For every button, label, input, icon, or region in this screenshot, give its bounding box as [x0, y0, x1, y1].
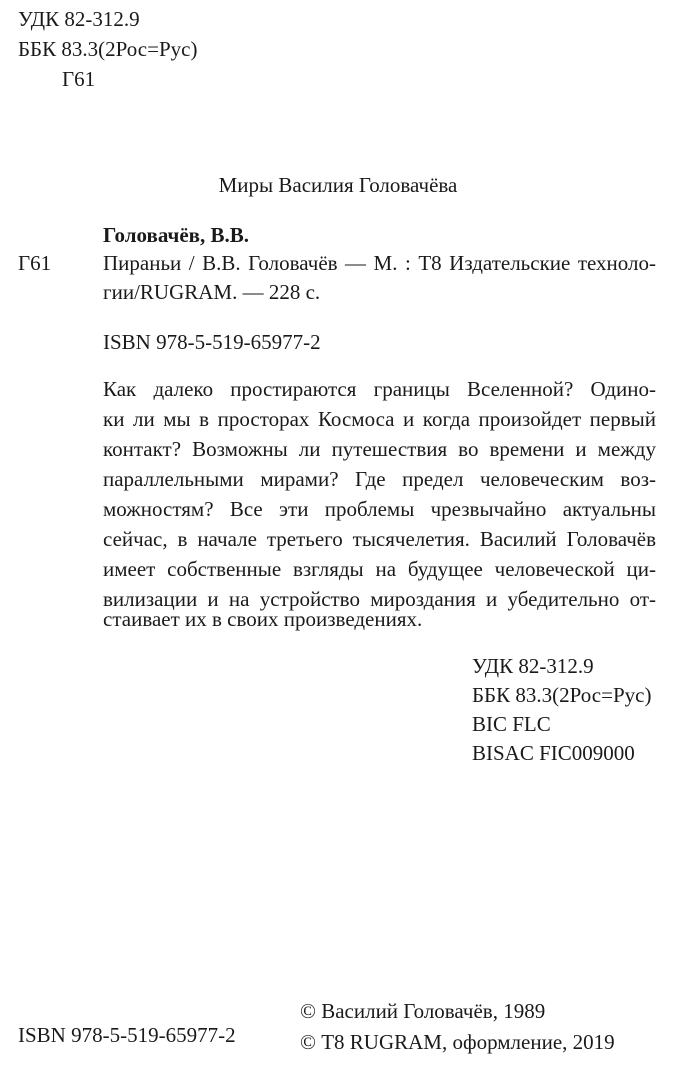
classification-block-right	[472, 652, 651, 768]
annotation-line: имеет собственные взгляды на будущее человеческой ци-	[103, 557, 656, 581]
classification-block-top	[18, 4, 197, 94]
cutter-code: Г61	[62, 67, 96, 91]
bbk-code: ББК 83.3(2Рос=Рус)	[472, 683, 652, 707]
udk-code: УДК 82-312.9	[18, 7, 140, 31]
bic-code: BIC FLC	[472, 712, 551, 736]
annotation-line: контакт? Возможны ли путешествия во времени и между	[103, 437, 656, 461]
bisac-code: BISAC FIC009000	[472, 741, 635, 765]
annotation-line: сейчас, в начале третьего тысячелетия. Василий Головачёв	[103, 527, 656, 551]
copyright-block	[300, 996, 615, 1058]
annotation-line: параллельными мирами? Где предел человеческим воз-	[103, 467, 656, 491]
bbk-code: ББК 83.3(2Рос=Рус)	[18, 37, 198, 61]
annotation-line: ки ли мы в просторах Космоса и когда произойдет первый	[103, 407, 656, 431]
annotation-line: Как далеко простираются границы Вселенной? Одино-	[103, 377, 656, 401]
annotation-line: стаивает их в своих произведениях.	[103, 607, 423, 631]
annotation-line: вилизации и на устройство мироздания и убедительно от-	[103, 587, 656, 611]
copyright-author: © Василий Головачёв, 1989	[300, 999, 546, 1023]
description-line: Пираньи / В.В. Головачёв — М. : Т8 Издательские техноло-	[103, 251, 656, 275]
cutter-mark: Г61	[18, 251, 52, 275]
author-heading: Головачёв, В.В.	[103, 223, 250, 247]
series-title: Миры Василия Головачёва	[218, 173, 458, 197]
annotation-line: можностям? Все эти проблемы чрезвычайно актуальны	[103, 497, 656, 521]
udk-code: УДК 82-312.9	[472, 654, 594, 678]
isbn-bottom: ISBN 978-5-519-65977-2	[18, 1023, 236, 1047]
description-line: гии/RUGRAM. — 228 с.	[103, 280, 321, 304]
isbn: ISBN 978-5-519-65977-2	[103, 330, 321, 354]
copyright-design: © Т8 RUGRAM, оформление, 2019	[300, 1030, 615, 1054]
